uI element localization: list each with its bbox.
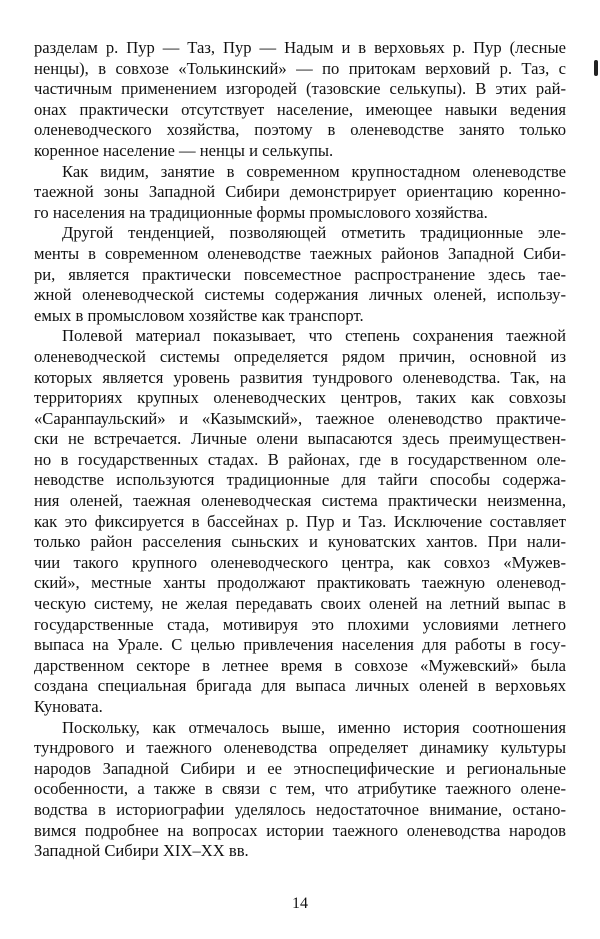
text-line: оленеводческой системы определяется рядом причин, основной из [34,346,566,366]
text-line: Поскольку, как отмечалось выше, именно история соотношения [62,717,566,737]
text-line: ри, является практически повсеместное распространение здесь тае- [34,264,566,284]
text-line: чии такого крупного оленеводческого центра, как совхоз «Мужев- [34,552,566,572]
paragraph-1 [34,38,566,162]
text-line: которых является уровень развития тундрового оленеводства. Так, на [34,367,566,387]
text-line: коренное население — ненцы и селькупы. [34,140,334,160]
text-line: ский», местные ханты продолжают практиковать таежную оленевод- [34,573,566,593]
text-line: народов Западной Сибири и ее этноспецифические и региональные [34,758,566,778]
text-line: как это фиксируется в бассейнах р. Пур и Таз. Исключение составляет [34,511,566,531]
paragraph-4 [34,326,566,717]
text-line: выпаса на Урале. С целью привлечения населения для работы в госу- [34,635,566,655]
text-line: «Саранпаульский» и «Казымский», таежное оленеводство практиче- [34,408,566,428]
text-line: государственные стада, мотивируя это плохими условиями летнего [34,614,566,634]
text-line: тундрового и таежного оленеводства определяет динамику культуры [34,738,566,758]
text-line: разделам р. Пур — Таз, Пур — Надым и в верховьях р. Пур (лесные [34,38,566,57]
text-line: жной оленеводческой системы содержания личных оленей, использу- [34,285,566,305]
text-line: особенности, а также в связи с тем, что атрибутике таежного олене- [34,779,566,799]
text-line: Как видим, занятие в современном крупностадном оленеводстве [62,161,566,181]
text-line: создана специальная бригада для выпаса личных оленей в верховьях [34,676,566,696]
page-body [34,38,566,862]
text-line: Куновата. [34,697,103,716]
text-line: дарственном секторе в летнее время в совхозе «Мужевский» была [34,655,566,675]
scan-edge-mark [594,60,598,76]
text-line: территориях крупных оленеводческих центров, таких как совхозы [34,388,566,408]
text-line: таежной зоны Западной Сибири демонстрирует ориентацию коренно- [34,182,566,202]
text-line: ческую систему, не желая передавать своих оленей на летний выпас в [34,594,566,614]
text-line: го населения на традиционные формы промыслового хозяйства. [34,202,488,222]
text-line: ненцы), в совхозе «Толькинский» — по притокам верховий р. Таз, с [34,58,566,78]
text-line: неводстве используются традиционные для тайги способы содержа- [34,470,566,490]
text-line: Западной Сибири XIX–XX вв. [34,841,249,861]
text-line: только район расселения сыньских и куноватских хантов. При нали- [34,532,566,552]
text-line: емых в промысловом хозяйстве как транспорт. [34,305,364,325]
text-line: Полевой материал показывает, что степень сохранения таежной [62,326,566,346]
text-line: онах практически отсутствует население, имеющее навыки ведения [34,99,566,119]
text-line: частичным применением изгородей (тазовские селькупы). В этих рай- [34,79,566,99]
text-line: менты в современном оленеводстве таежных районов Западной Сиби- [34,243,566,263]
paragraph-2 [34,162,566,224]
page-number: 14 [292,895,308,912]
text-line: Другой тенденцией, позволяющей отметить традиционные эле- [62,223,566,243]
text-line: вимся подробнее на вопросах истории таежного оленеводства народов [34,820,566,840]
text-line: но в государственных стадах. В районах, где в государственном оле- [34,449,566,469]
text-line: оленеводческого хозяйства, поэтому в оленеводстве занято только [34,120,566,140]
paragraph-3 [34,223,566,326]
text-line: ния оленей, таежная оленеводческая система практически неизменна, [34,491,566,511]
text-line: ски не встречается. Личные олени выпасаются здесь преимуществен- [34,429,566,449]
text-line: водства в историографии уделялось недостаточное внимание, остано- [34,799,566,819]
paragraph-5 [34,718,566,862]
